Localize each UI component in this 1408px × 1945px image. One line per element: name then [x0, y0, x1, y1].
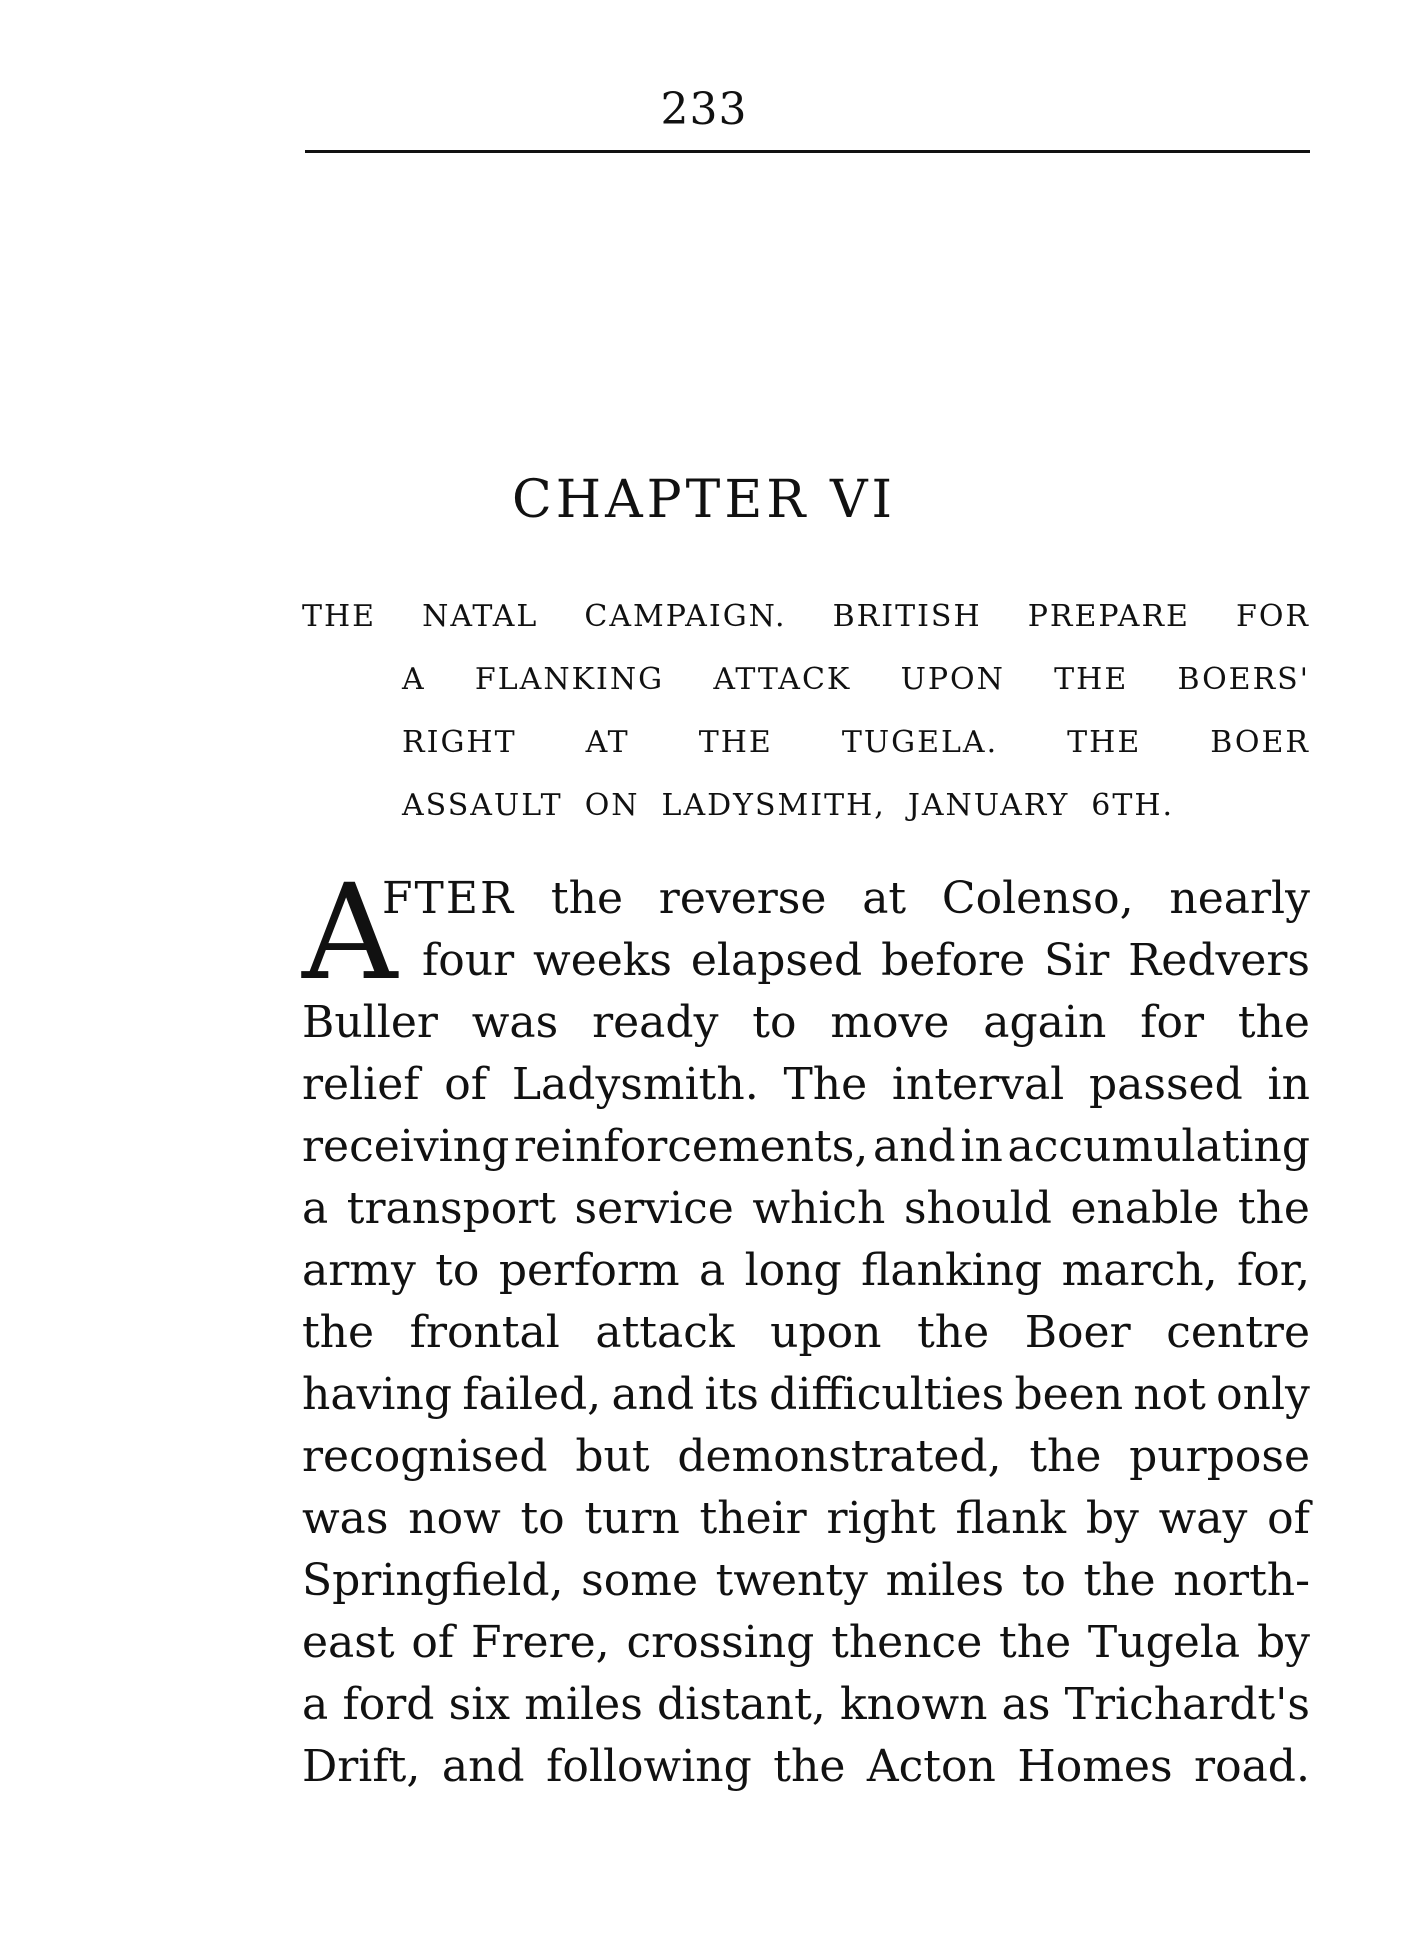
word: the [917, 1307, 990, 1358]
word: its [704, 1369, 759, 1420]
word: their [699, 1493, 807, 1544]
text-line [302, 1116, 1310, 1178]
summary-word: LADYSMITH, [661, 788, 886, 823]
chapter-title: CHAPTER VI [511, 470, 897, 530]
word: reinforcements, [513, 1121, 869, 1172]
word: again [983, 997, 1107, 1048]
word: of [444, 1059, 488, 1110]
word: the [1083, 1555, 1156, 1606]
word: four [422, 935, 515, 986]
word: six [448, 1679, 511, 1730]
summary-word: TUGELA. [841, 725, 999, 760]
word: only [1216, 1369, 1310, 1420]
word: Colenso, [941, 873, 1134, 924]
word: and [441, 1741, 525, 1792]
summary-word: PREPARE [1027, 599, 1190, 634]
summary-word: CAMPAIGN. [584, 599, 787, 634]
summary-word: BOERS' [1177, 662, 1310, 697]
word: now [408, 1493, 501, 1544]
word: and [872, 1121, 956, 1172]
word: flank [955, 1493, 1067, 1544]
summary-word: THE [1054, 662, 1129, 697]
word: thence [831, 1617, 983, 1668]
word: by [1256, 1617, 1310, 1668]
word: Boer [1024, 1307, 1131, 1358]
word: to [1021, 1555, 1066, 1606]
word: march, [1061, 1245, 1218, 1296]
word: crossing [626, 1617, 815, 1668]
word: attack [595, 1307, 735, 1358]
summary-word: ASSAULT [402, 788, 563, 823]
word: Ladysmith. [511, 1059, 759, 1110]
word: was [302, 1493, 389, 1544]
word: but [575, 1431, 650, 1482]
text-line [302, 930, 1310, 992]
word: frontal [409, 1307, 560, 1358]
word: and [611, 1369, 695, 1420]
text-line [302, 1364, 1310, 1426]
word: to [435, 1245, 480, 1296]
word: transport [346, 1183, 557, 1234]
word: Redvers [1128, 935, 1310, 986]
word: flanking [861, 1245, 1043, 1296]
drop-cap: A [302, 856, 398, 1010]
text-line [302, 992, 1310, 1054]
summary-line [402, 711, 1310, 774]
word: not [1133, 1369, 1206, 1420]
word: FTER [382, 873, 516, 924]
text-line [302, 1736, 1310, 1798]
word: at [862, 873, 907, 924]
word: move [830, 997, 950, 1048]
word: Frere, [470, 1617, 610, 1668]
word: Sir [1044, 935, 1110, 986]
summary-word: RIGHT [402, 725, 517, 760]
summary-line [302, 585, 1310, 648]
word: miles [524, 1679, 643, 1730]
word: which [752, 1183, 886, 1234]
word: the [999, 1617, 1072, 1668]
word: road. [1194, 1741, 1310, 1792]
word: of [1267, 1493, 1310, 1544]
word: enable [1070, 1183, 1220, 1234]
word: of [411, 1617, 455, 1668]
word: army [302, 1245, 416, 1296]
summary-word: THE [1067, 725, 1142, 760]
text-line [302, 1612, 1310, 1674]
summary-word: 6TH. [1091, 788, 1175, 823]
summary-word: BRITISH [832, 599, 982, 634]
word: recognised [302, 1431, 548, 1482]
word: elapsed [690, 935, 863, 986]
word: the [550, 873, 623, 924]
word: the [302, 1307, 375, 1358]
word: relief [302, 1059, 420, 1110]
word: before [881, 935, 1026, 986]
text-line [302, 868, 1310, 930]
word: long [744, 1245, 842, 1296]
word: the [1237, 1183, 1310, 1234]
word: the [1237, 997, 1310, 1048]
word: ford [342, 1679, 435, 1730]
word: some [581, 1555, 699, 1606]
word: The [783, 1059, 868, 1110]
summary-line [402, 774, 1310, 837]
summary-word: AT [585, 725, 630, 760]
word: following [546, 1741, 752, 1792]
word: reverse [658, 873, 827, 924]
word: was [471, 997, 559, 1048]
summary-word: JANUARY [907, 788, 1070, 823]
word: having [302, 1369, 453, 1420]
word: to [752, 997, 797, 1048]
word: turn [584, 1493, 680, 1544]
word: centre [1166, 1307, 1310, 1358]
word: demonstrated, [677, 1431, 1002, 1482]
text-line [302, 1488, 1310, 1550]
word: distant, [657, 1679, 826, 1730]
text-line [302, 1426, 1310, 1488]
word: east [302, 1617, 395, 1668]
word: ready [592, 997, 719, 1048]
summary-word: NATAL [422, 599, 539, 634]
word: purpose [1129, 1431, 1310, 1482]
word: the [1029, 1431, 1102, 1482]
text-line [302, 1302, 1310, 1364]
word: accumulating [1007, 1121, 1310, 1172]
summary-word: FOR [1236, 599, 1310, 634]
summary-word: THE [302, 599, 377, 634]
summary-word: BOER [1210, 725, 1310, 760]
word: right [826, 1493, 936, 1544]
word: in [960, 1121, 1003, 1172]
word: twenty [715, 1555, 868, 1606]
word: Trichardt's [1064, 1679, 1310, 1730]
summary-word: UPON [900, 662, 1005, 697]
word: weeks [533, 935, 673, 986]
word: passed [1089, 1059, 1243, 1110]
word: to [520, 1493, 565, 1544]
chapter-summary [302, 585, 1310, 837]
word: for, [1236, 1245, 1310, 1296]
word: service [574, 1183, 734, 1234]
word: perform [498, 1245, 680, 1296]
summary-word: THE [698, 725, 773, 760]
text-line [302, 1550, 1310, 1612]
text-line [302, 1054, 1310, 1116]
text-line [302, 1178, 1310, 1240]
word: Drift, [302, 1741, 421, 1792]
text-line [302, 1240, 1310, 1302]
word: upon [770, 1307, 882, 1358]
word: nearly [1169, 873, 1310, 924]
word: in [1267, 1059, 1310, 1110]
header-rule [305, 150, 1310, 153]
word: known [839, 1679, 988, 1730]
word: a [302, 1679, 329, 1730]
word: miles [885, 1555, 1005, 1606]
body-text [302, 856, 1310, 1798]
text-line [302, 1674, 1310, 1736]
word: by [1085, 1493, 1139, 1544]
summary-word: ON [584, 788, 640, 823]
word: should [903, 1183, 1052, 1234]
word: as [1001, 1679, 1051, 1730]
word: Buller [302, 997, 438, 1048]
word: way [1158, 1493, 1248, 1544]
word: a [302, 1183, 329, 1234]
word: for [1140, 997, 1204, 1048]
word: north- [1173, 1555, 1310, 1606]
word: Springfield, [302, 1555, 564, 1606]
word: difficulties [769, 1369, 1005, 1420]
summary-line [402, 648, 1310, 711]
summary-word: A [402, 662, 426, 697]
word: interval [891, 1059, 1065, 1110]
word: been [1014, 1369, 1124, 1420]
summary-word: ATTACK [713, 662, 852, 697]
word: Acton [866, 1741, 996, 1792]
word: a [698, 1245, 726, 1296]
summary-word: FLANKING [474, 662, 665, 697]
word: Homes [1017, 1741, 1173, 1792]
word: Tugela [1087, 1617, 1241, 1668]
page-number: 233 [660, 84, 748, 135]
word: failed, [462, 1369, 602, 1420]
word: the [773, 1741, 846, 1792]
word: receiving [302, 1121, 510, 1172]
